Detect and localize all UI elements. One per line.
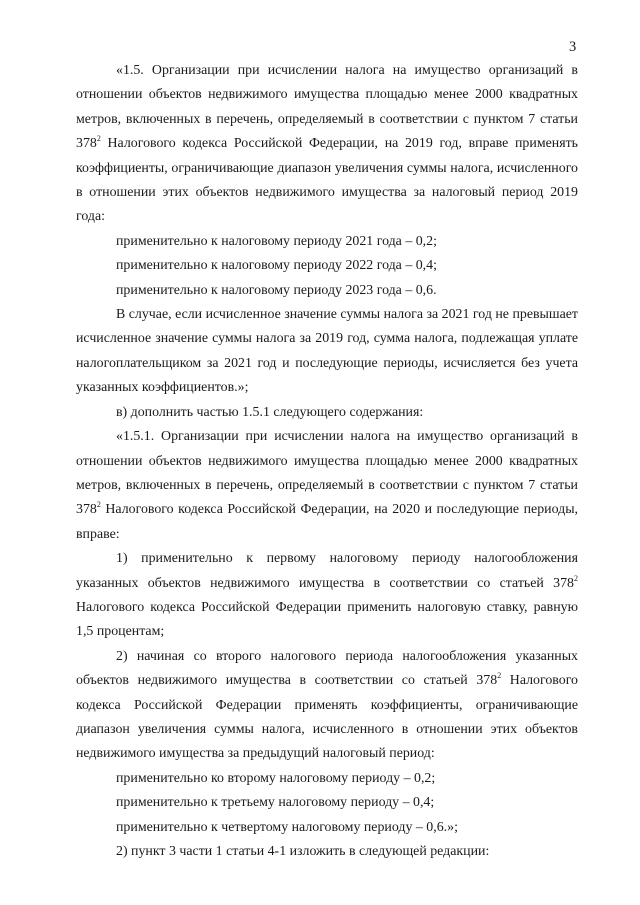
text-segment: Налогового кодекса Российской Федерации применять коэффициенты, ограничивающие диапазон увеличения суммы налога, исчисленного в отношении этих объектов недвижимого имущества за предыдущий налоговый период: bbox=[76, 673, 579, 762]
text-segment: Налогового кодекса Российской Федерации применить налоговую ставку, равную 1,5 процентам; bbox=[76, 599, 578, 640]
paragraph-p1-5-1 bbox=[76, 425, 578, 547]
paragraph-coef-2023 bbox=[76, 279, 578, 303]
paragraph-coef-2022 bbox=[76, 254, 578, 278]
document-body bbox=[76, 59, 578, 864]
text-segment: «1.5.1. Организации при исчислении налога на имущество организаций в отношении объектов недвижимого имущества площадью менее 2000 квадратных метров, включенных в перечень, определяемый в соответствии с пунктом 7 статьи 378 bbox=[76, 429, 578, 518]
text-segment: Налогового кодекса Российской Федерации, на 2019 год, вправе применять коэффициенты, ограничивающие диапазон увеличения суммы налога, исчисленного в отношении этих объектов недвижимого имущества за налоговый период 2019 года: bbox=[76, 136, 578, 225]
paragraph-p-case bbox=[76, 303, 578, 401]
superscript: 2 bbox=[96, 500, 101, 510]
paragraph-coef-second bbox=[76, 767, 578, 791]
text-segment: применительно к налоговому периоду 2023 года – 0,6. bbox=[116, 282, 437, 298]
paragraph-coef-third bbox=[76, 791, 578, 815]
superscript: 2 bbox=[497, 671, 502, 681]
text-segment: применительно к налоговому периоду 2022 года – 0,4; bbox=[116, 258, 437, 274]
paragraph-p-v bbox=[76, 401, 578, 425]
page-number: 3 bbox=[569, 39, 577, 55]
paragraph-p-1 bbox=[76, 547, 578, 645]
text-segment: применительно ко второму налоговому периоду – 0,2; bbox=[116, 770, 436, 786]
text-segment: 2) начиная со второго налогового периода налогообложения указанных объектов недвижимого имущества в соответствии со статьей 378 bbox=[76, 648, 578, 689]
text-segment: применительно к третьему налоговому периоду – 0,4; bbox=[116, 795, 435, 811]
text-segment: в) дополнить частью 1.5.1 следующего содержания: bbox=[116, 404, 424, 420]
text-segment: «1.5. Организации при исчислении налога на имущество организаций в отношении объектов недвижимого имущества площадью менее 2000 квадратных метров, включенных в перечень, определяемый в соответствии с пунктом 7 статьи 378 bbox=[76, 63, 578, 152]
text-segment: 2) пункт 3 части 1 статьи 4-1 изложить в следующей редакции: bbox=[116, 844, 490, 859]
paragraph-p1-5 bbox=[76, 59, 578, 230]
text-segment: применительно к налоговому периоду 2021 года – 0,2; bbox=[116, 233, 437, 249]
paragraph-p-item2 bbox=[76, 840, 578, 864]
text-segment: Налогового кодекса Российской Федерации, на 2020 и последующие периоды, вправе: bbox=[76, 502, 578, 542]
text-segment: применительно к четвертому налоговому периоду – 0,6.»; bbox=[116, 819, 458, 835]
text-segment: В случае, если исчисленное значение суммы налога за 2021 год не превышает исчисленное значение суммы налога за 2019 год, сумма налога, подлежащая уплате налогоплательщиком за 2021 год и последующие периоды, исчисляется без учета указанных коэффициентов.»; bbox=[76, 307, 578, 396]
text-segment: 1) применительно к первому налоговому периоду налогообложения указанных объектов недвижимого имущества в соответствии со статьей 378 bbox=[76, 551, 578, 591]
superscript: 2 bbox=[574, 573, 578, 583]
paragraph-coef-2021 bbox=[76, 230, 578, 254]
paragraph-p-2 bbox=[76, 645, 578, 767]
superscript: 2 bbox=[96, 134, 101, 144]
paragraph-coef-fourth bbox=[76, 816, 578, 840]
